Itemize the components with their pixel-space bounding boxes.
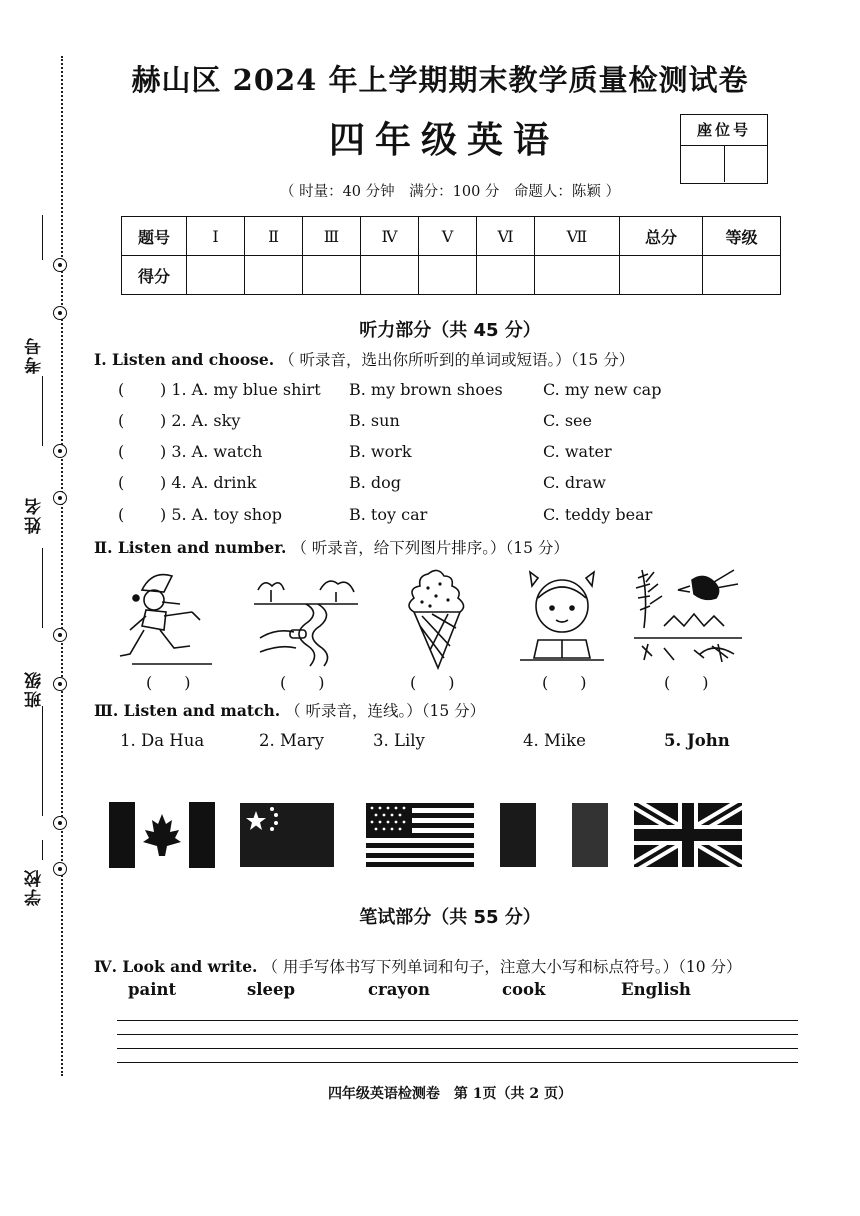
binding-hole xyxy=(53,677,67,691)
section-2-title-cn: （ 听录音，给下列图片排序。）（15 分） xyxy=(291,539,569,557)
match-name: 1. Da Hua xyxy=(120,731,205,750)
school-line-lower xyxy=(42,840,43,860)
page-footer: 四年级英语检测卷 第 1页（共 2 页） xyxy=(327,1086,573,1102)
girl-reading-icon xyxy=(518,568,606,666)
name-line xyxy=(42,376,43,446)
puppet-boy-icon xyxy=(112,568,222,668)
section-4-title-cn: （ 用手写体书写下列单词和句子，注意大小写和标点符号。）（10 分） xyxy=(262,958,742,976)
seat-number-cell[interactable] xyxy=(681,146,725,182)
match-name: 4. Mike xyxy=(523,731,586,750)
answer-paren[interactable]: ( ) xyxy=(146,673,191,692)
match-name: 2. Mary xyxy=(259,731,324,750)
choice-option-a: ) 4. A. drink xyxy=(160,473,257,492)
choice-option-b: B. sun xyxy=(349,411,400,430)
score-cell[interactable] xyxy=(187,256,245,295)
ice-cream-icon xyxy=(400,566,476,670)
answer-paren-open: ( xyxy=(118,473,125,492)
choice-option-a: ) 2. A. sky xyxy=(160,411,241,430)
score-column-label: Ⅰ xyxy=(187,217,245,256)
writing-line[interactable] xyxy=(117,1034,798,1035)
score-column-label: Ⅱ xyxy=(245,217,303,256)
binding-hole xyxy=(53,491,67,505)
choice-option-a: ) 1. A. my blue shirt xyxy=(160,380,321,399)
score-column-total: 总分 xyxy=(620,217,703,256)
seat-number-cell[interactable] xyxy=(725,146,768,182)
score-column-label: Ⅴ xyxy=(419,217,477,256)
class-line xyxy=(42,548,43,628)
seat-number-label: 座位号 xyxy=(681,115,767,146)
exam-title: 赫山区 2024 年上学期期末教学质量检测试卷 xyxy=(131,63,749,97)
answer-paren-open: ( xyxy=(118,505,125,524)
score-table-header: 题号 xyxy=(122,217,187,256)
write-word: paint xyxy=(128,980,177,999)
score-table xyxy=(121,216,781,295)
choice-option-b: B. work xyxy=(349,442,412,461)
choice-option-a: ) 3. A. watch xyxy=(160,442,263,461)
writing-line[interactable] xyxy=(117,1048,798,1049)
answer-paren[interactable]: ( ) xyxy=(280,673,325,692)
writing-line[interactable] xyxy=(117,1062,798,1063)
score-cell[interactable] xyxy=(419,256,477,295)
section-3-title-en: Ⅲ. Listen and match. xyxy=(94,701,281,720)
score-column-grade: 等级 xyxy=(703,217,781,256)
listening-heading: 听力部分（共 45 分） xyxy=(359,320,541,341)
choice-option-c: C. teddy bear xyxy=(543,505,653,524)
score-cell[interactable] xyxy=(620,256,703,295)
answer-paren-open: ( xyxy=(118,442,125,461)
match-name: 3. Lily xyxy=(373,731,425,750)
match-name: 5. John xyxy=(664,731,730,750)
binding-hole xyxy=(53,444,67,458)
river-road-icon xyxy=(250,568,360,668)
write-word: crayon xyxy=(368,980,431,999)
label-kaohao: 考号 xyxy=(25,336,45,374)
section-3-title xyxy=(94,699,485,721)
section-1-title xyxy=(94,348,634,370)
choice-option-c: C. water xyxy=(543,442,612,461)
score-column-label: Ⅵ xyxy=(477,217,535,256)
section-2-title-en: Ⅱ. Listen and number. xyxy=(94,538,287,557)
answer-paren-open: ( xyxy=(118,411,125,430)
choice-option-c: C. draw xyxy=(543,473,606,492)
subject-title: 四年级英语 xyxy=(328,119,559,161)
label-name: 姓名 xyxy=(25,496,45,534)
kaohao-line xyxy=(42,215,43,260)
section-1-title-en: Ⅰ. Listen and choose. xyxy=(94,350,275,369)
score-cell[interactable] xyxy=(703,256,781,295)
label-school: 学校 xyxy=(25,868,45,906)
answer-paren[interactable]: ( ) xyxy=(542,673,587,692)
uk-flag-icon xyxy=(634,803,742,867)
answer-paren[interactable]: ( ) xyxy=(410,673,455,692)
section-4-title xyxy=(94,955,742,977)
binding-hole xyxy=(53,816,67,830)
choice-option-b: B. toy car xyxy=(349,505,428,524)
write-word: sleep xyxy=(247,980,296,999)
answer-paren-open: ( xyxy=(118,380,125,399)
bird-nature-icon xyxy=(634,566,742,670)
score-column-label: Ⅳ xyxy=(361,217,419,256)
write-word: English xyxy=(621,980,691,999)
score-cell[interactable] xyxy=(535,256,620,295)
section-1-title-cn: （ 听录音，选出你所听到的单词或短语。）（15 分） xyxy=(279,351,635,369)
choice-option-c: C. see xyxy=(543,411,592,430)
choice-option-b: B. dog xyxy=(349,473,402,492)
answer-paren[interactable]: ( ) xyxy=(664,673,709,692)
score-cell[interactable] xyxy=(245,256,303,295)
vertical-tricolor-flag-icon xyxy=(500,803,608,867)
section-2-title xyxy=(94,536,569,558)
canada-flag-icon xyxy=(109,802,215,868)
choice-option-b: B. my brown shoes xyxy=(349,380,503,399)
section-3-title-cn: （ 听录音，连线。）（15 分） xyxy=(285,702,486,720)
usa-flag-icon xyxy=(366,803,474,867)
section-4-title-en: Ⅳ. Look and write. xyxy=(94,957,258,976)
choice-option-a: ) 5. A. toy shop xyxy=(160,505,282,524)
writing-heading: 笔试部分（共 55 分） xyxy=(359,907,541,928)
write-word: cook xyxy=(502,980,546,999)
score-cell[interactable] xyxy=(477,256,535,295)
score-column-label: Ⅶ xyxy=(535,217,620,256)
binding-hole xyxy=(53,628,67,642)
china-flag-icon xyxy=(240,803,334,867)
score-table-row-label: 得分 xyxy=(122,256,187,295)
seat-number-box xyxy=(680,114,768,184)
score-cell[interactable] xyxy=(361,256,419,295)
binding-hole xyxy=(53,862,67,876)
label-class: 班级 xyxy=(25,670,45,708)
writing-line[interactable] xyxy=(117,1020,798,1021)
score-cell[interactable] xyxy=(303,256,361,295)
exam-info: （ 时量：40 分钟 满分：100 分 命题人：陈颖 ） xyxy=(279,184,621,200)
binding-hole xyxy=(53,258,67,272)
choice-option-c: C. my new cap xyxy=(543,380,662,399)
school-line xyxy=(42,706,43,816)
score-column-label: Ⅲ xyxy=(303,217,361,256)
